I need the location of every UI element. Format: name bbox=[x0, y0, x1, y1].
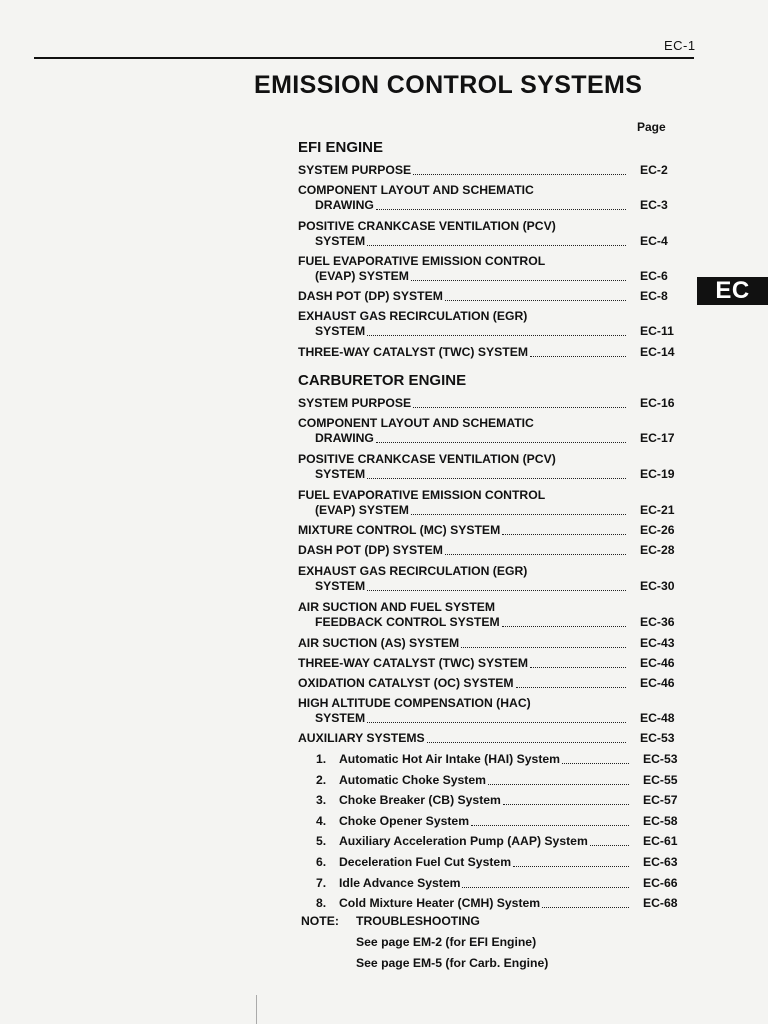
toc-row bbox=[298, 163, 684, 183]
toc-entry-title: Auxiliary Acceleration Pump (AAP) System bbox=[339, 834, 588, 848]
dot-leader bbox=[376, 208, 626, 210]
dot-leader bbox=[413, 173, 626, 175]
auxiliary-toc-row bbox=[316, 814, 684, 830]
toc-entry-title-cont: SYSTEM bbox=[315, 234, 366, 248]
toc-row bbox=[298, 488, 684, 517]
auxiliary-toc-row bbox=[316, 752, 684, 768]
toc-row bbox=[298, 636, 684, 656]
toc-row bbox=[298, 543, 684, 563]
toc-row bbox=[298, 696, 684, 725]
toc-entry-title: AUXILIARY SYSTEMS bbox=[298, 731, 425, 745]
toc-entry-title: OXIDATION CATALYST (OC) SYSTEM bbox=[298, 676, 514, 690]
toc-page-ref: EC-8 bbox=[640, 289, 668, 303]
toc-row bbox=[298, 396, 684, 416]
dot-leader bbox=[427, 741, 626, 743]
toc-entry-title-cont: SYSTEM bbox=[315, 324, 366, 338]
toc-page-ref: EC-26 bbox=[640, 523, 675, 537]
toc-page-ref: EC-61 bbox=[643, 834, 678, 848]
toc-entry-title: EXHAUST GAS RECIRCULATION (EGR) bbox=[298, 564, 528, 578]
list-number: 1. bbox=[316, 752, 327, 766]
toc-entry-title: AIR SUCTION AND FUEL SYSTEM bbox=[298, 600, 496, 614]
dot-leader bbox=[562, 762, 629, 764]
list-number: 6. bbox=[316, 855, 327, 869]
toc-entry-title: DASH POT (DP) SYSTEM bbox=[298, 543, 443, 557]
note-label: NOTE: bbox=[301, 914, 339, 928]
toc-entry-title: THREE-WAY CATALYST (TWC) SYSTEM bbox=[298, 656, 528, 670]
toc-page-ref: EC-46 bbox=[640, 656, 675, 670]
dot-leader bbox=[590, 844, 629, 846]
toc-row bbox=[298, 345, 684, 365]
dot-leader bbox=[413, 406, 626, 408]
list-number: 5. bbox=[316, 834, 327, 848]
toc-entry-title-cont: DRAWING bbox=[315, 431, 374, 445]
toc-entry-title-cont: SYSTEM bbox=[315, 711, 366, 725]
list-number: 7. bbox=[316, 876, 327, 890]
toc-row bbox=[298, 452, 684, 481]
toc-entry-title: MIXTURE CONTROL (MC) SYSTEM bbox=[298, 523, 501, 537]
toc-row bbox=[298, 676, 684, 696]
toc-page-ref: EC-58 bbox=[643, 814, 678, 828]
note-line-efi: See page EM-2 (for EFI Engine) bbox=[356, 935, 537, 949]
toc-entry-title-cont: FEEDBACK CONTROL SYSTEM bbox=[315, 615, 500, 629]
dot-leader bbox=[503, 803, 629, 805]
dot-leader bbox=[367, 477, 626, 479]
note-line-carb: See page EM-5 (for Carb. Engine) bbox=[356, 956, 549, 970]
toc-page-ref: EC-63 bbox=[643, 855, 678, 869]
toc-entry-title-cont: (EVAP) SYSTEM bbox=[315, 269, 409, 283]
auxiliary-toc-row bbox=[316, 834, 684, 850]
toc-entry-title: COMPONENT LAYOUT AND SCHEMATIC bbox=[298, 183, 534, 197]
dot-leader bbox=[462, 886, 629, 888]
dot-leader bbox=[471, 824, 629, 826]
toc-entry-title-cont: SYSTEM bbox=[315, 579, 366, 593]
toc-row bbox=[298, 183, 684, 212]
note-title: TROUBLESHOOTING bbox=[356, 914, 480, 928]
toc-page-ref: EC-36 bbox=[640, 615, 675, 629]
list-number: 8. bbox=[316, 896, 327, 910]
list-number: 2. bbox=[316, 773, 327, 787]
toc-page-ref: EC-68 bbox=[643, 896, 678, 910]
dot-leader bbox=[502, 625, 626, 627]
toc-row bbox=[298, 416, 684, 445]
toc-page-ref: EC-30 bbox=[640, 579, 675, 593]
dot-leader bbox=[530, 666, 626, 668]
toc-page-ref: EC-57 bbox=[643, 793, 678, 807]
dot-leader bbox=[542, 906, 629, 908]
toc-entry-title: POSITIVE CRANKCASE VENTILATION (PCV) bbox=[298, 452, 556, 466]
dot-leader bbox=[411, 513, 626, 515]
toc-row bbox=[298, 289, 684, 309]
dot-leader bbox=[367, 721, 626, 723]
toc-entry-title: COMPONENT LAYOUT AND SCHEMATIC bbox=[298, 416, 534, 430]
toc-page-ref: EC-48 bbox=[640, 711, 675, 725]
toc-entry-title-cont: SYSTEM bbox=[315, 467, 366, 481]
toc-row bbox=[298, 731, 684, 751]
toc-page-ref: EC-53 bbox=[640, 731, 675, 745]
toc-page-ref: EC-14 bbox=[640, 345, 675, 359]
toc-page-ref: EC-19 bbox=[640, 467, 675, 481]
toc-entry-title: POSITIVE CRANKCASE VENTILATION (PCV) bbox=[298, 219, 556, 233]
toc-page-ref: EC-4 bbox=[640, 234, 668, 248]
toc-entry-title: Deceleration Fuel Cut System bbox=[339, 855, 512, 869]
toc-entry-title: SYSTEM PURPOSE bbox=[298, 396, 412, 410]
toc-page-ref: EC-11 bbox=[640, 324, 674, 338]
toc-entry-title: Automatic Hot Air Intake (HAI) System bbox=[339, 752, 560, 766]
toc-page-ref: EC-28 bbox=[640, 543, 675, 557]
toc-entry-title: FUEL EVAPORATIVE EMISSION CONTROL bbox=[298, 488, 546, 502]
dot-leader bbox=[411, 279, 626, 281]
dot-leader bbox=[513, 865, 629, 867]
toc-row bbox=[298, 656, 684, 676]
toc-entry-title: EXHAUST GAS RECIRCULATION (EGR) bbox=[298, 309, 528, 323]
dot-leader bbox=[516, 686, 626, 688]
auxiliary-toc-row bbox=[316, 793, 684, 809]
toc-row bbox=[298, 219, 684, 248]
toc-page-ref: EC-17 bbox=[640, 431, 675, 445]
toc-entry-title: HIGH ALTITUDE COMPENSATION (HAC) bbox=[298, 696, 531, 710]
toc-page-ref: EC-6 bbox=[640, 269, 668, 283]
dot-leader bbox=[530, 355, 626, 357]
list-number: 3. bbox=[316, 793, 327, 807]
dot-leader bbox=[367, 589, 626, 591]
dot-leader bbox=[376, 441, 626, 443]
toc-entry-title: SYSTEM PURPOSE bbox=[298, 163, 412, 177]
toc-page-ref: EC-46 bbox=[640, 676, 675, 690]
toc-page-ref: EC-3 bbox=[640, 198, 668, 212]
page-number: EC-1 bbox=[664, 38, 696, 53]
dot-leader bbox=[502, 533, 626, 535]
dot-leader bbox=[461, 646, 626, 648]
toc-entry-title: Choke Breaker (CB) System bbox=[339, 793, 501, 807]
page-column-label: Page bbox=[637, 120, 666, 134]
toc-entry-title-cont: DRAWING bbox=[315, 198, 374, 212]
auxiliary-toc-row bbox=[316, 855, 684, 871]
toc-page-ref: EC-21 bbox=[640, 503, 675, 517]
toc-page-ref: EC-66 bbox=[643, 876, 678, 890]
auxiliary-toc-row bbox=[316, 773, 684, 789]
dot-leader bbox=[367, 334, 626, 336]
toc-entry-title: Automatic Choke System bbox=[339, 773, 486, 787]
toc-entry-title: FUEL EVAPORATIVE EMISSION CONTROL bbox=[298, 254, 546, 268]
toc-page-ref: EC-53 bbox=[643, 752, 678, 766]
toc-entry-title: DASH POT (DP) SYSTEM bbox=[298, 289, 443, 303]
toc-row bbox=[298, 523, 684, 543]
auxiliary-toc-row bbox=[316, 876, 684, 892]
toc-entry-title: Cold Mixture Heater (CMH) System bbox=[339, 896, 541, 910]
toc-page-ref: EC-2 bbox=[640, 163, 668, 177]
section-tab: EC bbox=[697, 277, 768, 305]
toc-entry-title: AIR SUCTION (AS) SYSTEM bbox=[298, 636, 460, 650]
dot-leader bbox=[445, 299, 626, 301]
section-heading-carburetor: CARBURETOR ENGINE bbox=[298, 372, 467, 389]
toc-row bbox=[298, 254, 684, 283]
toc-row bbox=[298, 600, 684, 629]
section-heading-efi: EFI ENGINE bbox=[298, 139, 384, 156]
toc-entry-title: THREE-WAY CATALYST (TWC) SYSTEM bbox=[298, 345, 528, 359]
toc-row bbox=[298, 309, 684, 338]
scan-edge-line bbox=[256, 995, 257, 1024]
dot-leader bbox=[488, 783, 629, 785]
header-rule bbox=[34, 57, 694, 59]
toc-page-ref: EC-16 bbox=[640, 396, 675, 410]
auxiliary-toc-row bbox=[316, 896, 684, 912]
list-number: 4. bbox=[316, 814, 327, 828]
dot-leader bbox=[367, 244, 626, 246]
toc-page-ref: EC-55 bbox=[643, 773, 678, 787]
toc-page-ref: EC-43 bbox=[640, 636, 675, 650]
dot-leader bbox=[445, 553, 626, 555]
toc-entry-title: Choke Opener System bbox=[339, 814, 470, 828]
page-title: EMISSION CONTROL SYSTEMS bbox=[254, 71, 643, 99]
toc-row bbox=[298, 564, 684, 593]
toc-entry-title: Idle Advance System bbox=[339, 876, 461, 890]
toc-entry-title-cont: (EVAP) SYSTEM bbox=[315, 503, 409, 517]
